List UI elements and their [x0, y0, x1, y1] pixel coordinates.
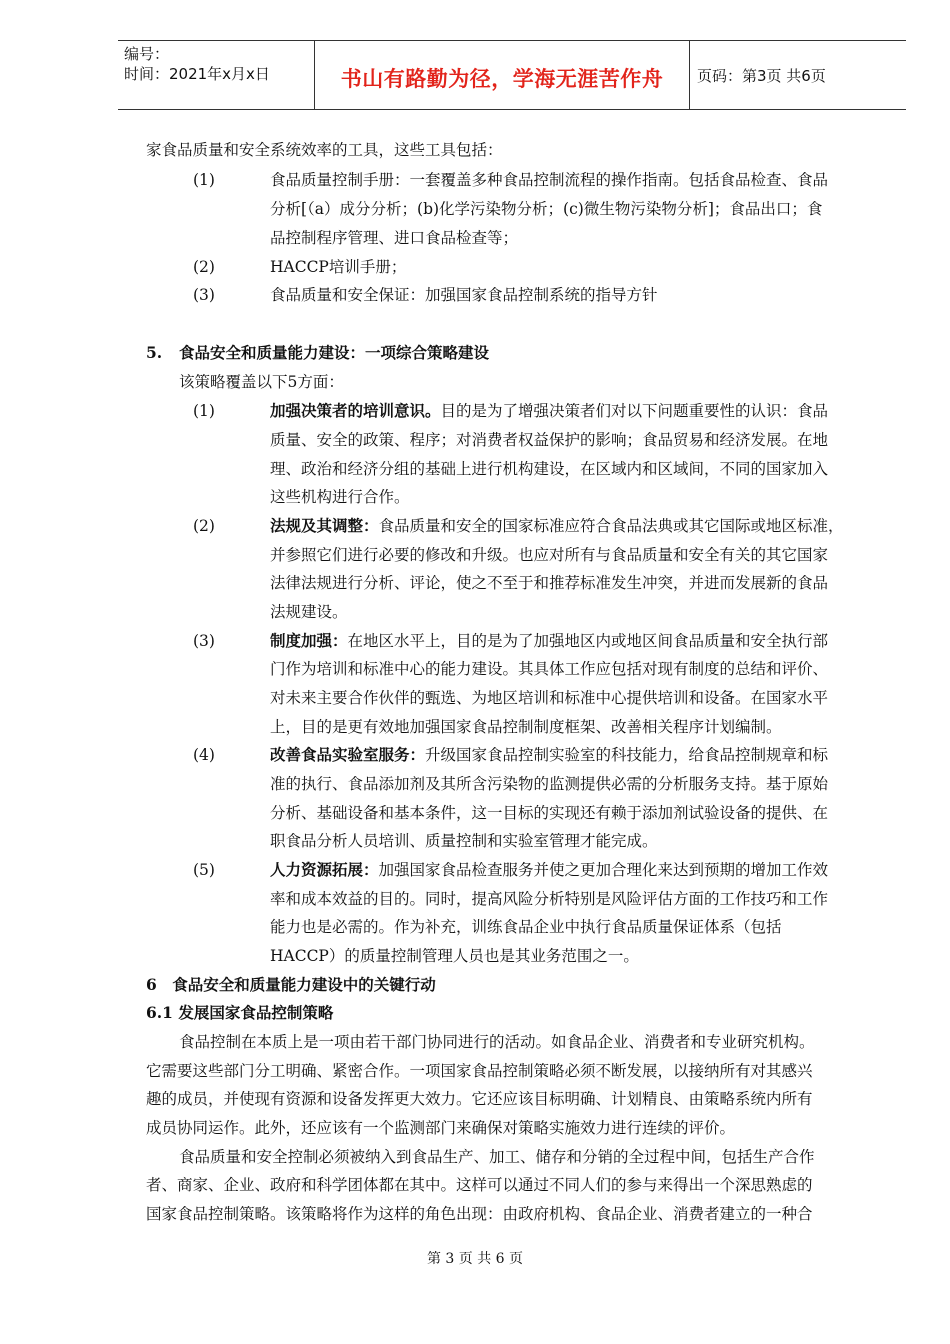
strategy-5-line-3: 能力也是必需的。作为补充，训练食品企业中执行食品质量保证体系（包括: [270, 918, 782, 936]
strategy-1-number: (1): [193, 402, 215, 420]
tool-2-line-1: HACCP培训手册；: [270, 258, 407, 276]
strategy-3-heading: 制度加强：: [270, 631, 348, 650]
strategy-5-number: (5): [193, 861, 215, 879]
doc-number-label: 编号：: [124, 45, 170, 63]
paragraph-2-line-3: 国家食品控制策略。该策略将作为这样的角色出现：由政府机构、食品企业、消费者建立的一种合: [146, 1205, 813, 1223]
paragraph-1-line-4: 成员协同运作。此外，还应该有一个监测部门来确保对策略实施效力进行连续的评价。: [146, 1119, 736, 1137]
strategy-4-number: (4): [193, 746, 215, 764]
tool-1-number: (1): [193, 171, 215, 189]
section-6-title: 6 食品安全和质量能力建设中的关键行动: [146, 975, 436, 994]
header-page-label: 页码：第3页 共6页: [697, 67, 826, 85]
tool-1-line-3: 品控制程序管理、进口食品检查等；: [270, 229, 519, 247]
strategy-3-line-4: 上，目的是更有效地加强国家食品控制制度框架、改善相关程序计划编制。: [270, 718, 782, 736]
tool-3-number: (3): [193, 286, 215, 304]
header-motto-cell: [314, 41, 690, 109]
strategy-3-number: (3): [193, 632, 215, 650]
strategy-1-line-2: 质量、安全的政策、程序；对消费者权益保护的影响；食品贸易和经济发展。在地: [270, 431, 829, 449]
strategy-3-line-1: [270, 631, 828, 651]
strategy-3-line-2: 门作为培训和标准中心的能力建设。其具体工作应包括对现有制度的总结和评价、: [270, 660, 829, 678]
strategy-4-text: 升级国家食品控制实验室的科技能力，给食品控制规章和标: [425, 746, 829, 764]
strategy-4-line-1: [270, 745, 828, 765]
strategy-1-line-1: [270, 401, 828, 421]
strategy-4-line-4: 职食品分析人员培训、质量控制和实验室管理才能完成。: [270, 832, 658, 850]
strategy-1-text: 目的是为了增强决策者们对以下问题重要性的认识：食品: [440, 402, 829, 420]
strategy-2-line-2: 并参照它们进行必要的修改和升级。也应对所有与食品质量和安全有关的其它国家: [270, 546, 829, 564]
paragraph-1-line-3: 趣的成员，并使现有资源和设备发挥更大效力。它还应该目标明确、计划精良、由策略系统内所有: [146, 1090, 813, 1108]
doc-time-label: 时间：2021年x月x日: [124, 65, 270, 83]
header-motto: 书山有路勤为径，学海无涯苦作舟: [340, 67, 664, 91]
strategy-5-heading: 人力资源拓展：: [270, 860, 379, 879]
strategy-5-text: 加强国家食品检查服务并使之更加合理化来达到预期的增加工作效: [378, 861, 829, 879]
paragraph-1-line-1: 食品控制在本质上是一项由若干部门协同进行的活动。如食品企业、消费者和专业研究机构。: [179, 1033, 815, 1051]
strategy-3-text: 在地区水平上，目的是为了加强地区内或地区间食品质量和安全执行部: [347, 632, 829, 650]
strategy-5-line-1: [270, 860, 828, 880]
section-5-number: 5.: [146, 343, 163, 362]
paragraph-2-line-1: 食品质量和安全控制必须被纳入到食品生产、加工、储存和分销的全过程中间，包括生产合作: [179, 1148, 815, 1166]
intro-line: 家食品质量和安全系统效率的工具，这些工具包括：: [146, 141, 503, 159]
strategy-2-line-3: 法律法规进行分析、评论，使之不至于和推荐标准发生冲突，并进而发展新的食品: [270, 574, 829, 592]
strategy-5-line-2: 率和成本效益的目的。同时，提高风险分析特别是风险评估方面的工作技巧和工作: [270, 890, 829, 908]
strategy-2-number: (2): [193, 517, 215, 535]
paragraph-1-line-2: 它需要这些部门分工明确、紧密合作。一项国家食品控制策略必须不断发展，以接纳所有对其感兴: [146, 1062, 813, 1080]
page-footer: 第 3 页 共 6 页: [426, 1251, 524, 1267]
strategy-2-line-4: 法规建设。: [270, 603, 348, 621]
strategy-1-heading: 加强决策者的培训意识。: [270, 401, 441, 420]
header-page-cell: [689, 41, 906, 109]
paragraph-2-line-2: 者、商家、企业、政府和科学团体都在其中。这样可以通过不同人们的参与来得出一个深思熟虑的: [146, 1176, 813, 1194]
strategy-4-line-3: 分析、基础设备和基本条件，这一目标的实现还有赖于添加剂试验设备的提供、在: [270, 804, 829, 822]
tool-2-number: (2): [193, 258, 215, 276]
page-header: [118, 40, 906, 110]
section-6-1-title: 6.1 发展国家食品控制策略: [146, 1003, 334, 1022]
strategy-1-line-3: 理、政治和经济分组的基础上进行机构建设，在区域内和区域间，不同的国家加入: [270, 460, 829, 478]
tool-3-line-1: 食品质量和安全保证：加强国家食品控制系统的指导方针: [270, 286, 658, 304]
strategy-4-line-2: 准的执行、食品添加剂及其所含污染物的监测提供必需的分析服务支持。基于原始: [270, 775, 829, 793]
strategy-2-heading: 法规及其调整：: [270, 516, 379, 535]
strategy-2-line-1: [270, 516, 844, 536]
strategy-3-line-3: 对未来主要合作伙伴的甄选、为地区培训和标准中心提供培训和设备。在国家水平: [270, 689, 829, 707]
header-meta-cell: [118, 41, 314, 109]
strategy-2-text: 食品质量和安全的国家标准应符合食品法典或其它国际或地区标准，: [378, 517, 844, 535]
strategy-4-heading: 改善食品实验室服务：: [270, 745, 426, 764]
strategy-1-line-4: 这些机构进行合作。: [270, 488, 410, 506]
section-5-title: 食品安全和质量能力建设：一项综合策略建设: [179, 343, 490, 362]
tool-1-line-1: 食品质量控制手册：一套覆盖多种食品控制流程的操作指南。包括食品检查、食品: [270, 171, 829, 189]
tool-1-line-2: 分析[（a）成分分析；(b)化学污染物分析；(c)微生物污染物分析]；食品出口；食: [270, 200, 823, 218]
section-5-intro: 该策略覆盖以下5方面：: [179, 373, 344, 391]
strategy-5-line-4: HACCP）的质量控制管理人员也是其业务范围之一。: [270, 947, 639, 965]
